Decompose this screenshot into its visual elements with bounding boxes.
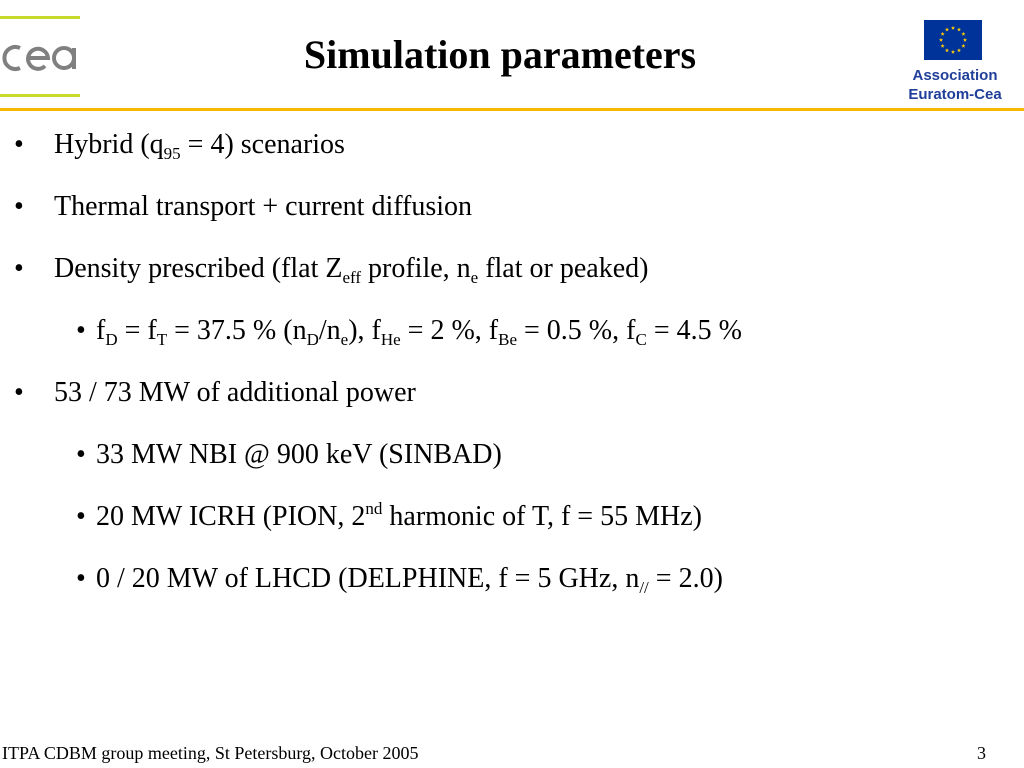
footer-meeting-text: ITPA CDBM group meeting, St Petersburg, October 2005 [2, 743, 419, 763]
bullet-marker: • [14, 377, 24, 408]
bullet-text: 53 / 73 MW of additional power [54, 377, 416, 408]
bullet-text: 0 / 20 MW of LHCD (DELPHINE, f = 5 GHz, $n_{//} = 2.0$) [96, 563, 723, 597]
bullet-marker: • [76, 501, 86, 532]
bullet-text: $f_D = f_T = 37.5$ % $(n_D/n_e)$, $f_{He} = 2$ %, $f_{Be} = 0.5$ %, $f_C = 4.5$ % [96, 315, 742, 349]
header-rule [0, 108, 1024, 111]
bullet-text: Thermal transport + current diffusion [54, 191, 473, 222]
page-number: 3 [977, 743, 986, 763]
slide-title: Simulation parameters [303, 32, 697, 77]
association-label [890, 66, 1020, 104]
bullet-text: Hybrid $(q_{95} = 4)$ scenarios [54, 129, 345, 163]
bullet-text: 20 MW ICRH (PION, 2nd harmonic of T, f = 55 MHz) [96, 499, 702, 532]
bullet-marker: • [76, 563, 86, 594]
bullet-marker: • [76, 315, 86, 346]
cea-logo-top-line [0, 16, 80, 19]
eu-flag-icon [924, 20, 982, 60]
bullet-text: 33 MW NBI @ 900 keV (SINBAD) [96, 439, 502, 470]
cea-logo-bottom-line [0, 94, 80, 97]
bullet-marker: • [14, 191, 24, 222]
bullet-marker: • [14, 129, 24, 160]
bullet-marker: • [76, 439, 86, 470]
bullet-marker: • [14, 253, 24, 284]
association-line-2: Euratom-Cea [908, 86, 1002, 103]
bullet-text: Density prescribed (flat $Z_{eff}$ profile, $n_e$ flat or peaked) [54, 253, 649, 287]
association-line-1: Association [912, 67, 998, 84]
